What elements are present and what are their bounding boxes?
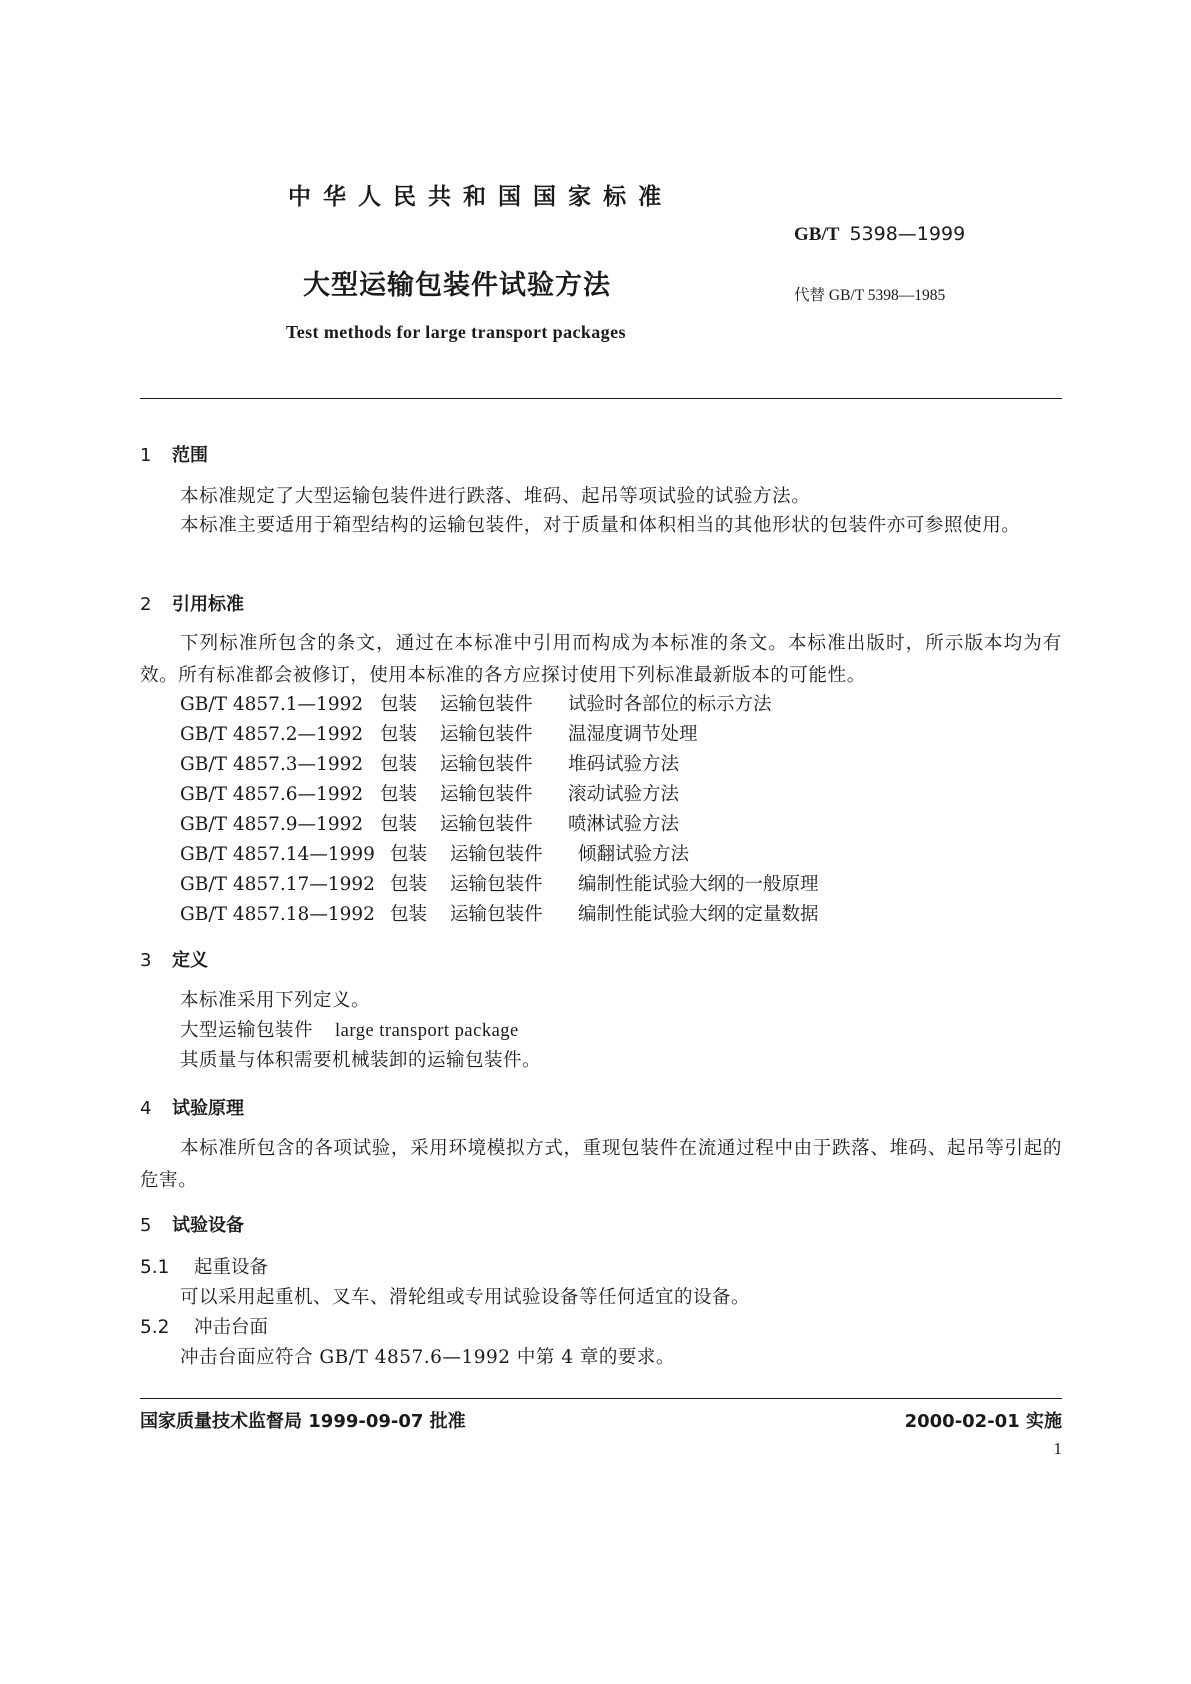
section-title: 试验原理 — [172, 1098, 244, 1119]
ref-category: 包装 — [390, 844, 428, 865]
definition-term — [180, 1016, 519, 1042]
ref-subcategory: 运输包装件 — [450, 904, 543, 925]
ref-code: GB/T 4857.14—1999 — [180, 844, 375, 865]
ref-category: 包装 — [380, 784, 418, 805]
section-title: 引用标准 — [172, 594, 244, 615]
subsection-number: 5.1 — [140, 1257, 170, 1278]
section-5-heading — [140, 1211, 244, 1237]
ref-code: GB/T 4857.3—1992 — [180, 754, 364, 775]
ref-category: 包装 — [380, 754, 418, 775]
term-english: large transport package — [335, 1021, 519, 1041]
english-title: Test methods for large transport packages — [286, 322, 626, 342]
reference-row — [180, 870, 819, 896]
ref-category: 包装 — [380, 814, 418, 835]
ref-title: 编制性能试验大纲的一般原理 — [578, 874, 819, 895]
ref-title: 编制性能试验大纲的定量数据 — [578, 904, 819, 925]
definition-text: 其质量与体积需要机械装卸的运输包装件。 — [180, 1050, 542, 1071]
reference-row — [180, 780, 679, 806]
section-number: 3 — [140, 950, 152, 971]
national-standard-heading: 中 华 人 民 共 和 国 国 家 标 准 — [288, 184, 664, 210]
ref-subcategory: 运输包装件 — [450, 844, 543, 865]
reference-row — [180, 720, 698, 746]
subsection-title: 起重设备 — [194, 1257, 269, 1278]
document-title: 大型运输包装件试验方法 — [303, 270, 611, 301]
ref-subcategory: 运输包装件 — [440, 814, 533, 835]
ref-title: 倾翻试验方法 — [578, 844, 690, 865]
ref-subcategory: 运输包装件 — [440, 784, 533, 805]
ref-title: 堆码试验方法 — [568, 754, 680, 775]
section-1-paragraph-1: 本标准规定了大型运输包装件进行跌落、堆码、起吊等项试验的试验方法。 — [180, 486, 811, 507]
section-2-heading — [140, 590, 244, 616]
header-divider — [140, 398, 1062, 399]
ref-subcategory: 运输包装件 — [450, 874, 543, 895]
section-title: 定义 — [172, 950, 208, 971]
section-number: 4 — [140, 1098, 152, 1119]
ref-title: 喷淋试验方法 — [568, 814, 680, 835]
ref-subcategory: 运输包装件 — [440, 754, 533, 775]
section-4-paragraph-1: 本标准所包含的各项试验，采用环境模拟方式，重现包装件在流通过程中由于跌落、堆码、起吊等引起的危害。 — [140, 1138, 1062, 1191]
ref-title: 温湿度调节处理 — [568, 724, 698, 745]
ref-title: 滚动试验方法 — [568, 784, 680, 805]
section-title: 试验设备 — [172, 1215, 244, 1236]
reference-row — [180, 900, 819, 926]
ref-category: 包装 — [380, 694, 418, 715]
page-number: 1 — [1053, 1439, 1062, 1458]
approval-note: 国家质量技术监督局 1999-09-07 批准 — [140, 1411, 466, 1432]
subsection-5-1-text: 可以采用起重机、叉车、滑轮组或专用试验设备等任何适宜的设备。 — [180, 1287, 751, 1308]
ref-category: 包装 — [390, 904, 428, 925]
subsection-title: 冲击台面 — [194, 1317, 269, 1338]
implementation-date: 2000-02-01 实施 — [904, 1411, 1062, 1432]
footer-divider — [140, 1398, 1062, 1399]
section-4-heading — [140, 1094, 244, 1120]
section-3-line-1: 本标准采用下列定义。 — [180, 990, 371, 1011]
section-1-heading — [140, 441, 208, 467]
reference-row — [180, 750, 679, 776]
ref-code: GB/T 4857.9—1992 — [180, 814, 364, 835]
ref-subcategory: 运输包装件 — [440, 724, 533, 745]
subsection-number: 5.2 — [140, 1317, 170, 1338]
section-number: 5 — [140, 1215, 152, 1236]
section-2-paragraph-1: 下列标准所包含的条文，通过在本标准中引用而构成为本标准的条文。本标准出版时，所示版本均为有效。所有标准都会被修订，使用本标准的各方应探讨使用下列标准最新版本的可能性。 — [140, 633, 1062, 686]
section-1-paragraph-2: 本标准主要适用于箱型结构的运输包装件，对于质量和体积相当的其他形状的包装件亦可参照使用。 — [180, 515, 1021, 536]
section-title: 范围 — [172, 445, 208, 466]
term-chinese: 大型运输包装件 — [180, 1020, 314, 1041]
standard-code: 5398—1999 — [849, 223, 966, 245]
standard-prefix: GB/T — [794, 224, 840, 245]
standard-number — [794, 223, 965, 246]
ref-code: GB/T 4857.6—1992 — [180, 784, 364, 805]
reference-row — [180, 810, 679, 836]
ref-subcategory: 运输包装件 — [440, 694, 533, 715]
reference-row — [180, 840, 689, 866]
section-number: 2 — [140, 594, 152, 615]
reference-row — [180, 690, 772, 716]
ref-category: 包装 — [390, 874, 428, 895]
ref-code: GB/T 4857.17—1992 — [180, 874, 375, 895]
subsection-5-1-heading — [140, 1253, 268, 1279]
ref-category: 包装 — [380, 724, 418, 745]
replaces-note: 代替 GB/T 5398—1985 — [794, 287, 946, 304]
section-number: 1 — [140, 445, 152, 466]
ref-code: GB/T 4857.1—1992 — [180, 694, 364, 715]
ref-code: GB/T 4857.2—1992 — [180, 724, 364, 745]
subsection-5-2-heading — [140, 1313, 268, 1339]
section-3-heading — [140, 946, 208, 972]
ref-code: GB/T 4857.18—1992 — [180, 904, 375, 925]
subsection-5-2-text: 冲击台面应符合 GB/T 4857.6—1992 中第 4 章的要求。 — [180, 1347, 675, 1368]
ref-title: 试验时各部位的标示方法 — [568, 694, 772, 715]
